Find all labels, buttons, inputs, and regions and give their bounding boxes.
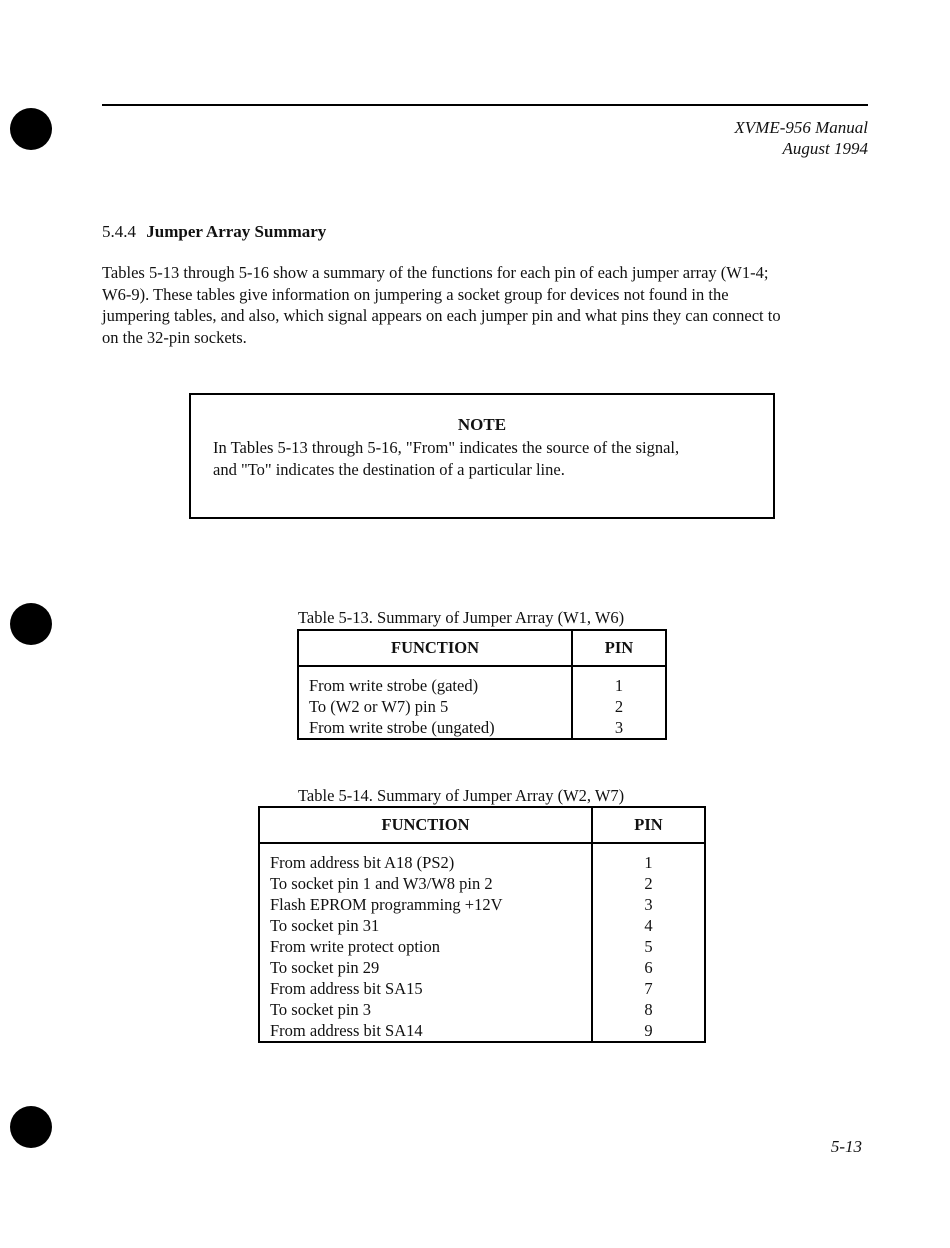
table-5-14-caption: Table 5-14. Summary of Jumper Array (W2, W7) — [298, 786, 625, 805]
table-row — [259, 999, 705, 1020]
function-cell: To socket pin 3 — [259, 999, 592, 1020]
table-5-14 — [258, 806, 706, 1043]
table-row — [298, 717, 666, 739]
section-number: 5.4.4 — [102, 222, 136, 241]
pin-cell: 1 — [592, 843, 705, 873]
pin-cell: 5 — [592, 936, 705, 957]
note-title: NOTE — [457, 415, 507, 434]
function-cell: From address bit SA15 — [259, 978, 592, 999]
pin-cell: 3 — [572, 717, 666, 739]
column-header-function: FUNCTION — [259, 807, 592, 843]
section-title: Jumper Array Summary — [146, 222, 327, 241]
intro-paragraph — [102, 262, 872, 348]
table-row — [259, 957, 705, 978]
function-cell: To socket pin 31 — [259, 915, 592, 936]
intro-line: jumpering tables, and also, which signal appears on each jumper pin and what pins they can connect to — [102, 306, 781, 325]
table-row — [259, 843, 705, 873]
pin-cell: 8 — [592, 999, 705, 1020]
function-cell: To socket pin 1 and W3/W8 pin 2 — [259, 873, 592, 894]
table-row — [259, 873, 705, 894]
pin-cell: 7 — [592, 978, 705, 999]
pin-cell: 3 — [592, 894, 705, 915]
table-row — [259, 978, 705, 999]
function-cell: From write strobe (ungated) — [298, 717, 572, 739]
column-header-pin: PIN — [592, 807, 705, 843]
section-heading — [102, 222, 326, 242]
function-cell: From write protect option — [259, 936, 592, 957]
note-body — [213, 437, 679, 481]
function-cell: From address bit A18 (PS2) — [259, 843, 592, 873]
binder-hole-top — [10, 108, 52, 150]
function-cell: To socket pin 29 — [259, 957, 592, 978]
intro-line: W6-9). These tables give information on jumpering a socket group for devices not found in the — [102, 284, 729, 304]
note-box — [189, 393, 775, 519]
note-line: In Tables 5-13 through 5-16, "From" indicates the source of the signal, — [213, 438, 680, 457]
intro-line: on the 32-pin sockets. — [102, 327, 247, 347]
table-row — [259, 894, 705, 915]
table-5-13-caption: Table 5-13. Summary of Jumper Array (W1, W6) — [298, 608, 625, 627]
function-cell: Flash EPROM programming +12V — [259, 894, 592, 915]
pin-cell: 2 — [592, 873, 705, 894]
binder-hole-middle — [10, 603, 52, 645]
intro-line: Tables 5-13 through 5-16 show a summary of the functions for each pin of each jumper array (W1-4; — [102, 263, 769, 282]
table-row — [259, 936, 705, 957]
pin-cell: 6 — [592, 957, 705, 978]
pin-cell: 1 — [572, 666, 666, 696]
table-5-13 — [297, 629, 667, 740]
pin-cell: 2 — [572, 696, 666, 717]
note-line: and "To" indicates the destination of a particular line. — [213, 460, 565, 479]
table-row — [259, 915, 705, 936]
function-cell: From write strobe (gated) — [298, 666, 572, 696]
page-number: 5-13 — [830, 1137, 862, 1156]
table-row — [259, 1020, 705, 1042]
column-header-function: FUNCTION — [298, 630, 572, 666]
table-row — [298, 696, 666, 717]
binder-hole-bottom — [10, 1106, 52, 1148]
pin-cell: 4 — [592, 915, 705, 936]
function-cell: From address bit SA14 — [259, 1020, 592, 1042]
header-rule — [102, 104, 868, 106]
pin-cell: 9 — [592, 1020, 705, 1042]
header-date: August 1994 — [782, 139, 868, 158]
function-cell: To (W2 or W7) pin 5 — [298, 696, 572, 717]
table-row — [298, 666, 666, 696]
header-manual-title: XVME-956 Manual — [734, 118, 868, 137]
column-header-pin: PIN — [572, 630, 666, 666]
